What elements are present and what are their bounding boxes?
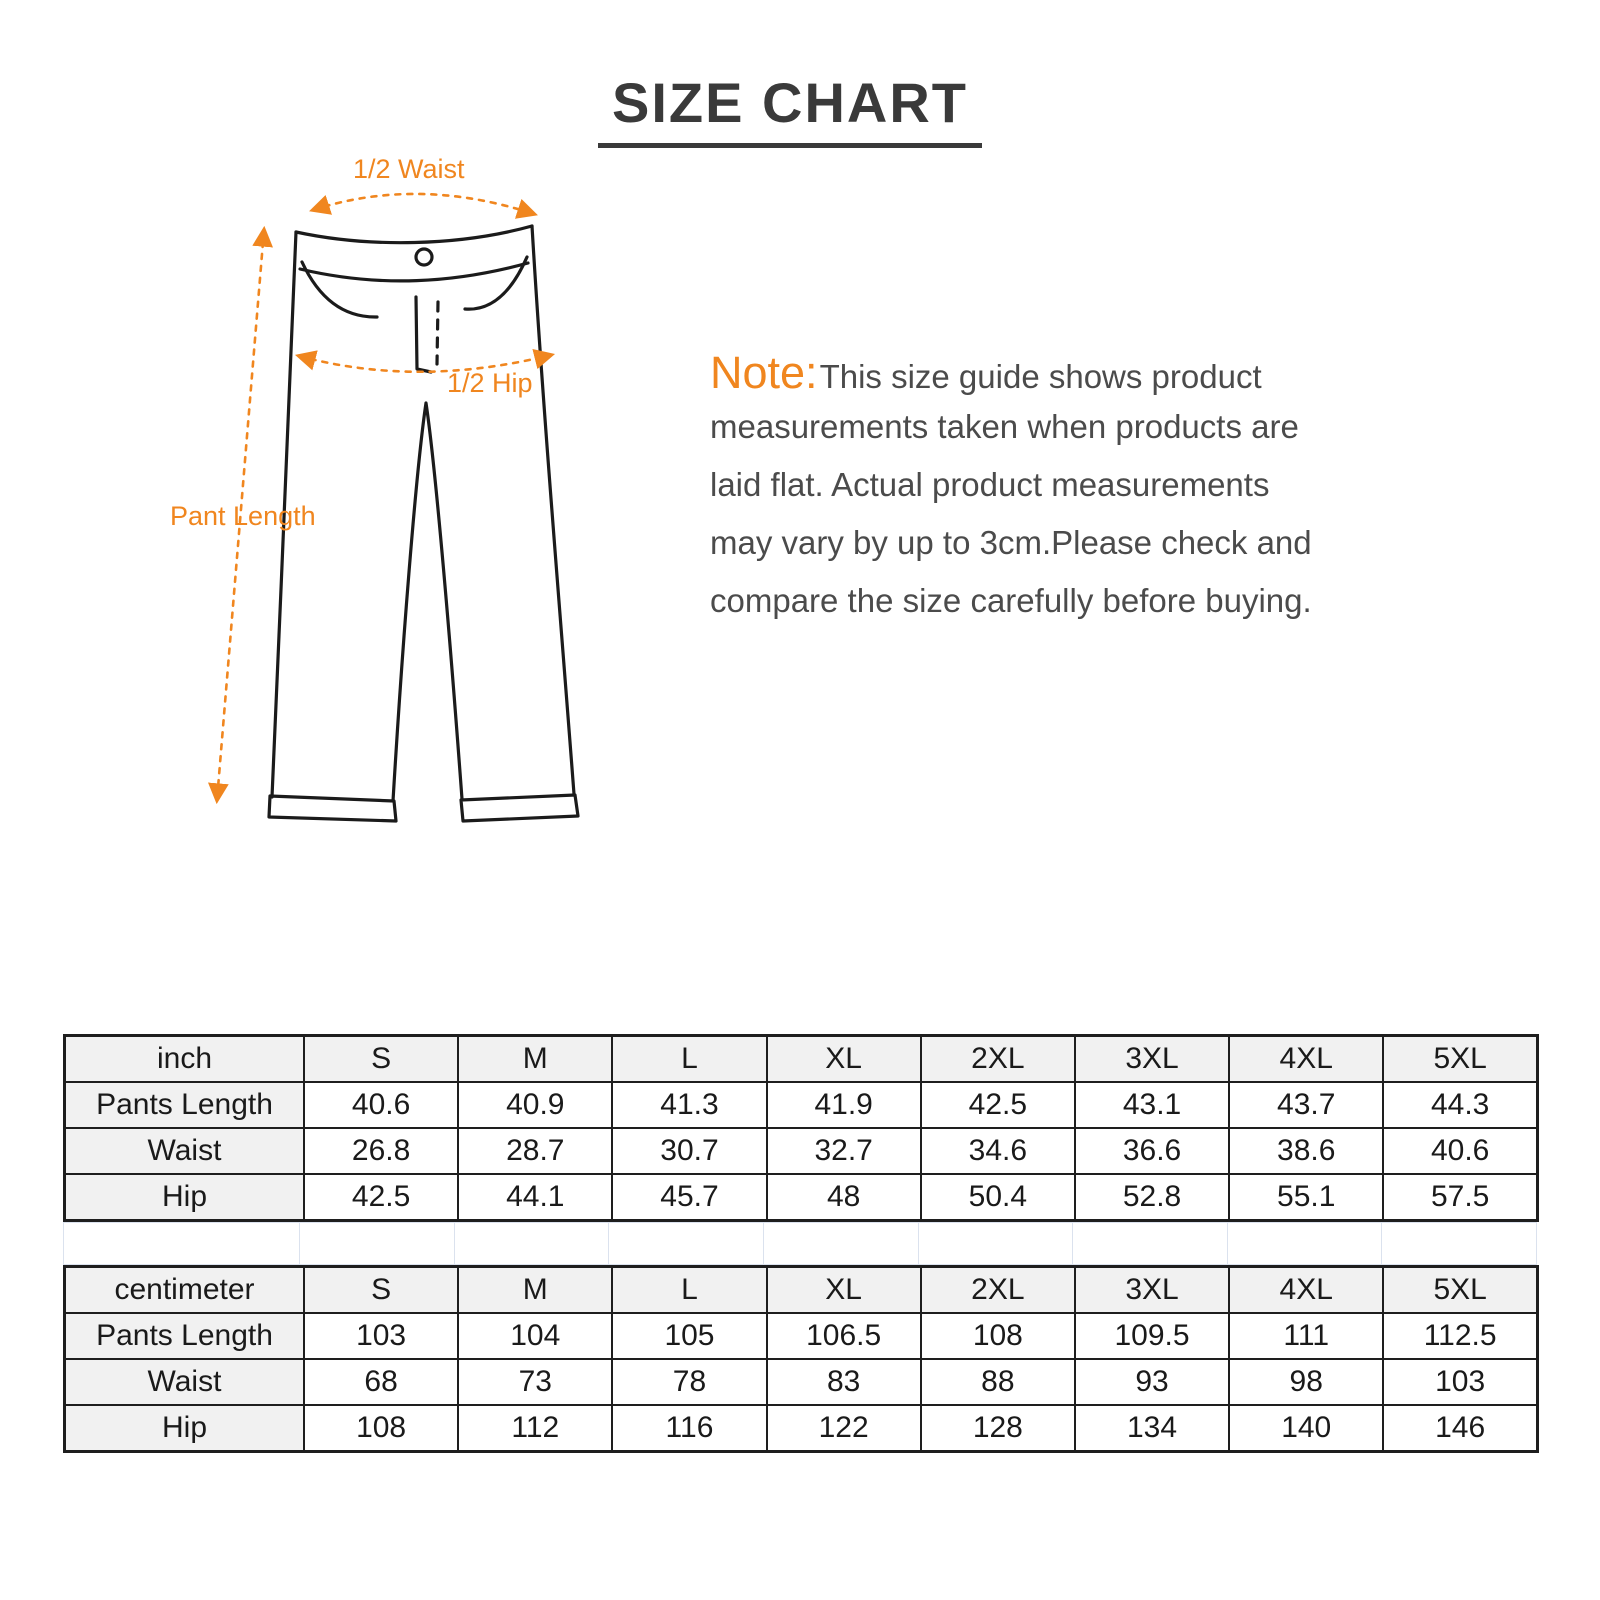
- value-cell: 112.5: [1383, 1313, 1537, 1359]
- diagram-label-length: Pant Length: [170, 501, 316, 531]
- value-cell: 103: [304, 1313, 458, 1359]
- value-cell: 41.9: [767, 1082, 921, 1128]
- unit-header-cell: centimeter: [65, 1267, 305, 1314]
- value-cell: 111: [1229, 1313, 1383, 1359]
- value-cell: 88: [921, 1359, 1075, 1405]
- size-header-cell: 3XL: [1075, 1036, 1229, 1083]
- row-label-cell: Hip: [65, 1405, 305, 1452]
- note-line: [710, 347, 1450, 408]
- table-header-row: [65, 1036, 1538, 1083]
- diagram-label-waist: 1/2 Waist: [353, 154, 465, 184]
- value-cell: 134: [1075, 1405, 1229, 1452]
- note-line: compare the size carefully before buying.: [710, 582, 1312, 619]
- value-cell: 43.1: [1075, 1082, 1229, 1128]
- value-cell: 109.5: [1075, 1313, 1229, 1359]
- table-row: [65, 1313, 1538, 1359]
- note-line: may vary by up to 3cm.Please check and: [710, 524, 1312, 561]
- pants-line-art: [150, 150, 620, 830]
- value-cell: 40.6: [1383, 1128, 1537, 1174]
- row-label-cell: Waist: [65, 1128, 305, 1174]
- size-tables: [63, 1034, 1539, 1453]
- value-cell: 93: [1075, 1359, 1229, 1405]
- table-row: [65, 1405, 1538, 1452]
- value-cell: 36.6: [1075, 1128, 1229, 1174]
- left-pocket: [302, 262, 377, 317]
- note-prefix: Note:: [710, 347, 818, 398]
- value-cell: 28.7: [458, 1128, 612, 1174]
- size-header-cell: L: [612, 1267, 766, 1314]
- size-header-cell: S: [304, 1267, 458, 1314]
- row-label-cell: Pants Length: [65, 1082, 305, 1128]
- value-cell: 128: [921, 1405, 1075, 1452]
- table-row: [65, 1174, 1538, 1221]
- button-icon: [416, 249, 432, 265]
- value-cell: 83: [767, 1359, 921, 1405]
- value-cell: 103: [1383, 1359, 1537, 1405]
- table-row: [65, 1082, 1538, 1128]
- value-cell: 32.7: [767, 1128, 921, 1174]
- diagram-label-hip: 1/2 Hip: [447, 368, 533, 398]
- note-line: measurements taken when products are: [710, 408, 1299, 445]
- pants-diagram: [150, 150, 620, 830]
- value-cell: 42.5: [304, 1174, 458, 1221]
- size-header-cell: XL: [767, 1036, 921, 1083]
- value-cell: 45.7: [612, 1174, 766, 1221]
- value-cell: 140: [1229, 1405, 1383, 1452]
- value-cell: 30.7: [612, 1128, 766, 1174]
- value-cell: 44.1: [458, 1174, 612, 1221]
- note-line-text: This size guide shows product: [819, 358, 1262, 395]
- value-cell: 48: [767, 1174, 921, 1221]
- waist-arrow: [313, 194, 534, 214]
- value-cell: 116: [612, 1405, 766, 1452]
- size-header-cell: S: [304, 1036, 458, 1083]
- row-label-cell: Pants Length: [65, 1313, 305, 1359]
- size-header-cell: XL: [767, 1267, 921, 1314]
- value-cell: 98: [1229, 1359, 1383, 1405]
- value-cell: 41.3: [612, 1082, 766, 1128]
- size-header-cell: 4XL: [1229, 1036, 1383, 1083]
- value-cell: 43.7: [1229, 1082, 1383, 1128]
- value-cell: 122: [767, 1405, 921, 1452]
- value-cell: 50.4: [921, 1174, 1075, 1221]
- size-header-cell: 5XL: [1383, 1267, 1537, 1314]
- value-cell: 73: [458, 1359, 612, 1405]
- row-label-cell: Hip: [65, 1174, 305, 1221]
- size-header-cell: L: [612, 1036, 766, 1083]
- value-cell: 104: [458, 1313, 612, 1359]
- size-header-cell: 2XL: [921, 1036, 1075, 1083]
- size-header-cell: M: [458, 1036, 612, 1083]
- size-table-centimeter: [63, 1265, 1539, 1453]
- value-cell: 68: [304, 1359, 458, 1405]
- value-cell: 57.5: [1383, 1174, 1537, 1221]
- value-cell: 42.5: [921, 1082, 1075, 1128]
- table-spacer-row: [63, 1222, 1537, 1265]
- table-header-row: [65, 1267, 1538, 1314]
- size-header-cell: 3XL: [1075, 1267, 1229, 1314]
- note-text: [710, 347, 1450, 640]
- value-cell: 38.6: [1229, 1128, 1383, 1174]
- note-line: laid flat. Actual product measurements: [710, 466, 1270, 503]
- value-cell: 108: [921, 1313, 1075, 1359]
- table-row: [65, 1359, 1538, 1405]
- page-title: SIZE CHART: [598, 70, 982, 148]
- value-cell: 26.8: [304, 1128, 458, 1174]
- size-table-inch: [63, 1034, 1539, 1222]
- value-cell: 44.3: [1383, 1082, 1537, 1128]
- value-cell: 106.5: [767, 1313, 921, 1359]
- value-cell: 108: [304, 1405, 458, 1452]
- value-cell: 55.1: [1229, 1174, 1383, 1221]
- value-cell: 146: [1383, 1405, 1537, 1452]
- value-cell: 40.6: [304, 1082, 458, 1128]
- unit-header-cell: inch: [65, 1036, 305, 1083]
- table-row: [65, 1128, 1538, 1174]
- size-header-cell: M: [458, 1267, 612, 1314]
- value-cell: 34.6: [921, 1128, 1075, 1174]
- value-cell: 105: [612, 1313, 766, 1359]
- size-header-cell: 5XL: [1383, 1036, 1537, 1083]
- row-label-cell: Waist: [65, 1359, 305, 1405]
- size-header-cell: 4XL: [1229, 1267, 1383, 1314]
- value-cell: 78: [612, 1359, 766, 1405]
- value-cell: 52.8: [1075, 1174, 1229, 1221]
- size-header-cell: 2XL: [921, 1267, 1075, 1314]
- value-cell: 112: [458, 1405, 612, 1452]
- value-cell: 40.9: [458, 1082, 612, 1128]
